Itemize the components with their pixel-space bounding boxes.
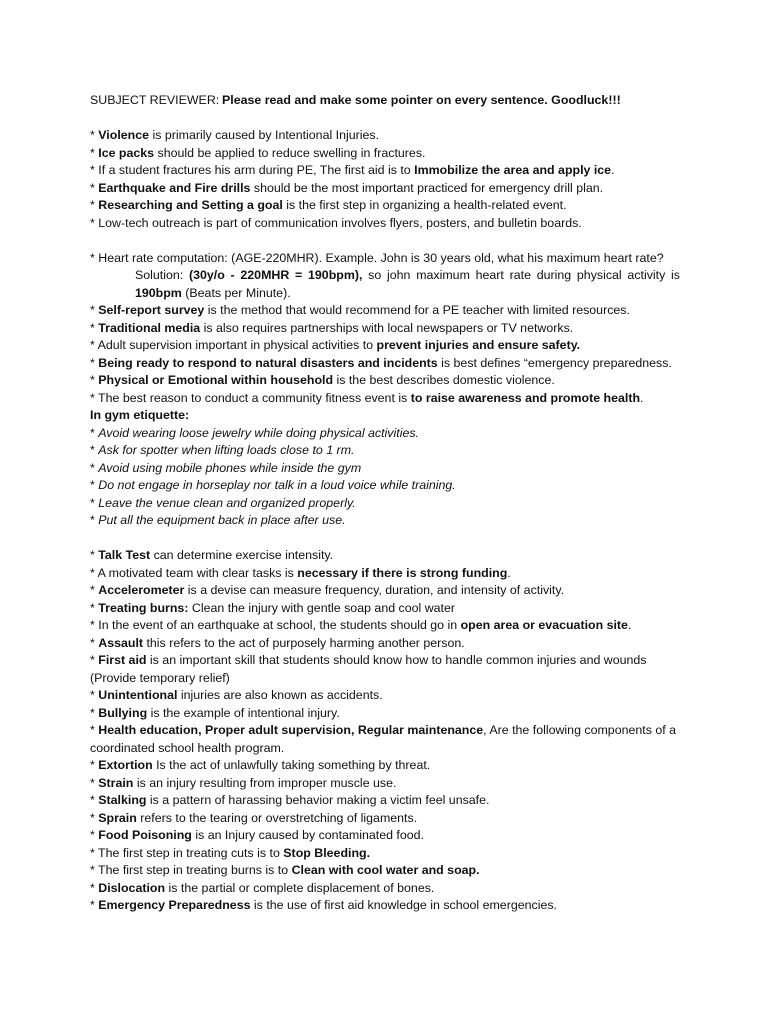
bullet-item: * Treating burns: Clean the injury with gentle soap and cool water xyxy=(90,600,456,615)
heart-rate-solution: Solution: (30y/o - 220MHR = 190bpm), so john maximum heart rate during physical activity is xyxy=(135,268,680,282)
bullet-item: * Researching and Setting a goal is the first step in organizing a health-related event. xyxy=(90,198,567,212)
gym-etiquette-item: * Avoid using mobile phones while inside the gym xyxy=(90,460,362,475)
bullet-item: * Food Poisoning is an Injury caused by contaminated food. xyxy=(90,828,424,842)
bullet-item: * Traditional media is also requires partnerships with local newspapers or TV networks. xyxy=(90,320,574,335)
bullet-item: * Physical or Emotional within household is the best describes domestic violence. xyxy=(90,373,555,387)
instruction-note: Please read and make some pointer on every sentence. Goodluck!!! xyxy=(222,93,621,107)
bullet-item: * In the event of an earthquake at school, the students should go in open area or evacuation site. xyxy=(90,618,632,632)
heart-rate-result: 190bpm (Beats per Minute). xyxy=(135,285,291,300)
bullet-item: * Sprain refers to the tearing or overstretching of ligaments. xyxy=(90,810,418,825)
gym-etiquette-block xyxy=(90,407,680,530)
bullet-item: * Accelerometer is a devise can measure frequency, duration, and intensity of activity. xyxy=(90,583,565,597)
bullet-item: * Earthquake and Fire drills should be the most important practiced for emergency drill plan. xyxy=(90,180,604,195)
bullet-item: * Ice packs should be applied to reduce swelling in fractures. xyxy=(90,145,426,160)
bullet-item: * Assault this refers to the act of purposely harming another person. xyxy=(90,635,465,650)
bullet-item: * Adult supervision important in physical activities to prevent injuries and ensure safety. xyxy=(90,338,581,352)
bullet-item: * Being ready to respond to natural disasters and incidents is best defines “emergency preparedness. xyxy=(90,355,672,370)
gym-etiquette-item: * Leave the venue clean and organized properly. xyxy=(90,495,356,510)
bullet-item: * Strain is an injury resulting from improper muscle use. xyxy=(90,775,397,790)
bullet-item: * Extortion Is the act of unlawfully taking something by threat. xyxy=(90,758,431,772)
bullet-item: * Stalking is a pattern of harassing behavior making a victim feel unsafe. xyxy=(90,793,490,807)
section-health-events xyxy=(90,302,680,407)
subject-label: SUBJECT REVIEWER: xyxy=(90,93,220,107)
gym-etiquette-list xyxy=(90,425,680,530)
bullet-item: * The best reason to conduct a community fitness event is to raise awareness and promote health. xyxy=(90,390,644,405)
bullet-item: * Unintentional injuries are also known as accidents. xyxy=(90,688,383,702)
gym-etiquette-item: * Do not engage in horseplay nor talk in a loud voice while training. xyxy=(90,478,456,492)
bullet-item: * Self-report survey is the method that would recommend for a PE teacher with limited resources. xyxy=(90,303,630,317)
reviewer-header xyxy=(90,92,680,110)
bullet-item: * If a student fractures his arm during PE, The first aid is to Immobilize the area and apply ice. xyxy=(90,163,615,177)
heart-rate-question: * Heart rate computation: (AGE-220MHR). Example. John is 30 years old, what his maximum heart rate? xyxy=(90,250,664,265)
bullet-item: * The first step in treating burns is to Clean with cool water and soap. xyxy=(90,863,480,877)
bullet-item: * Health education, Proper adult supervision, Regular maintenance, Are the following components of a coordinated school health program. xyxy=(90,723,677,755)
bullet-item: * The first step in treating cuts is to Stop Bleeding. xyxy=(90,845,371,860)
gym-etiquette-item: * Avoid wearing loose jewelry while doing physical activities. xyxy=(90,425,419,440)
bullet-item: * First aid is an important skill that students should know how to handle common injuries and wounds (Provide temporary relief) xyxy=(90,653,647,685)
bullet-item: * Emergency Preparedness is the use of first aid knowledge in school emergencies. xyxy=(90,898,557,912)
bullet-item: * Talk Test can determine exercise intensity. xyxy=(90,548,334,562)
section-first-aid-basics xyxy=(90,127,680,232)
gym-etiquette-item: * Put all the equipment back in place after use. xyxy=(90,513,346,527)
bullet-item: * Violence is primarily caused by Intentional Injuries. xyxy=(90,128,380,142)
bullet-item: * Bullying is the example of intentional injury. xyxy=(90,705,340,720)
gym-etiquette-heading: In gym etiquette: xyxy=(90,408,190,422)
document-page xyxy=(90,92,680,915)
bullet-item: * Low-tech outreach is part of communication involves flyers, posters, and bulletin boards. xyxy=(90,215,582,230)
bullet-item: * Dislocation is the partial or complete displacement of bones. xyxy=(90,880,435,895)
section-injuries xyxy=(90,547,680,915)
heart-rate-block xyxy=(90,250,680,303)
gym-etiquette-item: * Ask for spotter when lifting loads close to 1 rm. xyxy=(90,443,355,457)
bullet-item: * A motivated team with clear tasks is necessary if there is strong funding. xyxy=(90,565,511,580)
